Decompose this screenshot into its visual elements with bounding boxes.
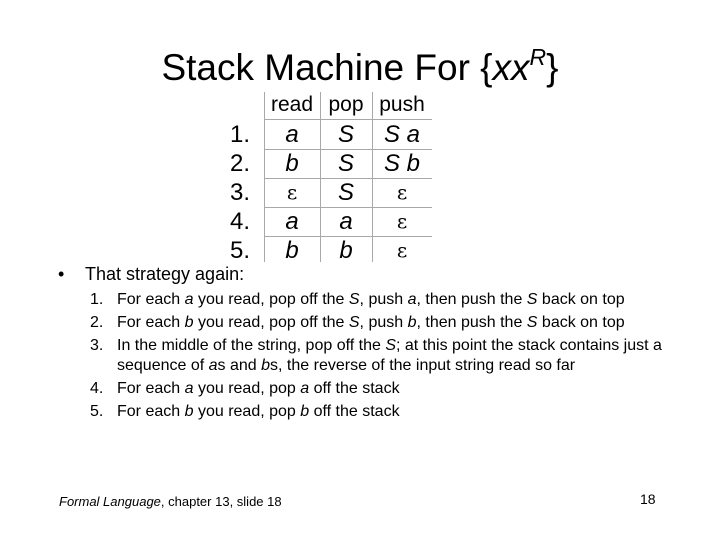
cell-read: a — [285, 208, 299, 235]
cell-read: a — [285, 121, 299, 148]
step-number: 2. — [90, 314, 104, 331]
step-text: off the stack — [309, 380, 400, 397]
row-number: 2. — [230, 150, 251, 177]
step-symbol: S — [526, 314, 538, 331]
cell-read: ε — [286, 180, 298, 204]
list-item — [90, 336, 670, 376]
step-text: you read, pop — [193, 403, 301, 420]
step-text: For each — [117, 314, 185, 331]
step-text: ; at this point the stack contains just a sequence of — [117, 337, 662, 374]
cell-read: b — [285, 237, 299, 264]
step-symbol: a — [184, 291, 194, 308]
title-close-brace: } — [546, 47, 559, 88]
step-text: you read, pop — [193, 380, 301, 397]
step-text: For each — [117, 380, 185, 397]
row-number: 4. — [230, 208, 251, 235]
list-item — [90, 313, 670, 333]
header-pop: pop — [328, 93, 364, 116]
step-text: you read, pop off the — [193, 291, 349, 308]
title-superscript: R — [529, 43, 547, 70]
footer-text: , chapter 13, slide 18 — [160, 494, 282, 509]
slide-footer — [59, 494, 282, 509]
step-text: s and — [217, 357, 262, 374]
cell-pop: S — [337, 150, 354, 177]
step-symbol: S — [385, 337, 396, 354]
step-text: , push — [359, 314, 408, 331]
row-number: 5. — [230, 237, 251, 264]
step-text: , push — [359, 291, 408, 308]
step-text: back on top — [537, 291, 625, 308]
step-number: 4. — [90, 380, 104, 397]
cell-push: S b — [383, 150, 421, 177]
cell-pop: a — [339, 208, 353, 235]
title-variable: xx — [492, 47, 530, 88]
step-symbol: b — [184, 403, 194, 420]
list-item — [90, 379, 670, 399]
strategy-steps — [90, 290, 670, 425]
step-symbol: a — [407, 291, 417, 308]
step-number: 5. — [90, 403, 104, 420]
cell-pop: S — [337, 179, 354, 206]
cell-push: ε — [396, 238, 408, 262]
list-item — [90, 402, 670, 422]
step-symbol: S — [348, 291, 360, 308]
step-symbol: a — [300, 380, 310, 397]
step-symbol: S — [526, 291, 538, 308]
cell-read: b — [285, 150, 299, 177]
step-text: For each — [117, 403, 185, 420]
cell-push: S a — [383, 121, 421, 148]
step-symbol: b — [184, 314, 194, 331]
step-number: 3. — [90, 337, 104, 354]
cell-pop: S — [337, 121, 354, 148]
header-read: read — [270, 93, 314, 116]
step-text: For each — [117, 291, 185, 308]
step-text: , then push the — [416, 314, 527, 331]
step-text: s, the reverse of the input string read so far — [270, 357, 576, 374]
header-push: push — [379, 93, 425, 116]
step-text: , then push the — [416, 291, 527, 308]
slide-title — [0, 44, 720, 92]
slide-number: 18 — [640, 491, 656, 507]
list-item — [90, 290, 670, 310]
cell-pop: b — [339, 237, 353, 264]
step-text: back on top — [537, 314, 625, 331]
row-number: 3. — [230, 179, 251, 206]
step-symbol: S — [348, 314, 360, 331]
cell-push: ε — [396, 180, 408, 204]
title-text: Stack Machine For { — [161, 47, 493, 88]
step-symbol: b — [407, 314, 417, 331]
step-symbol: a — [208, 357, 218, 374]
bullet-text: That strategy again: — [85, 264, 245, 284]
bullet-icon: • — [58, 264, 65, 284]
step-symbol: a — [184, 380, 194, 397]
step-text: off the stack — [309, 403, 400, 420]
row-number: 1. — [230, 121, 251, 148]
step-number: 1. — [90, 291, 104, 308]
step-symbol: b — [261, 357, 271, 374]
step-text: In the middle of the string, pop off the — [117, 337, 386, 354]
step-text: you read, pop off the — [193, 314, 349, 331]
book-title: Formal Language — [59, 494, 161, 509]
step-symbol: b — [300, 403, 310, 420]
cell-push: ε — [396, 209, 408, 233]
